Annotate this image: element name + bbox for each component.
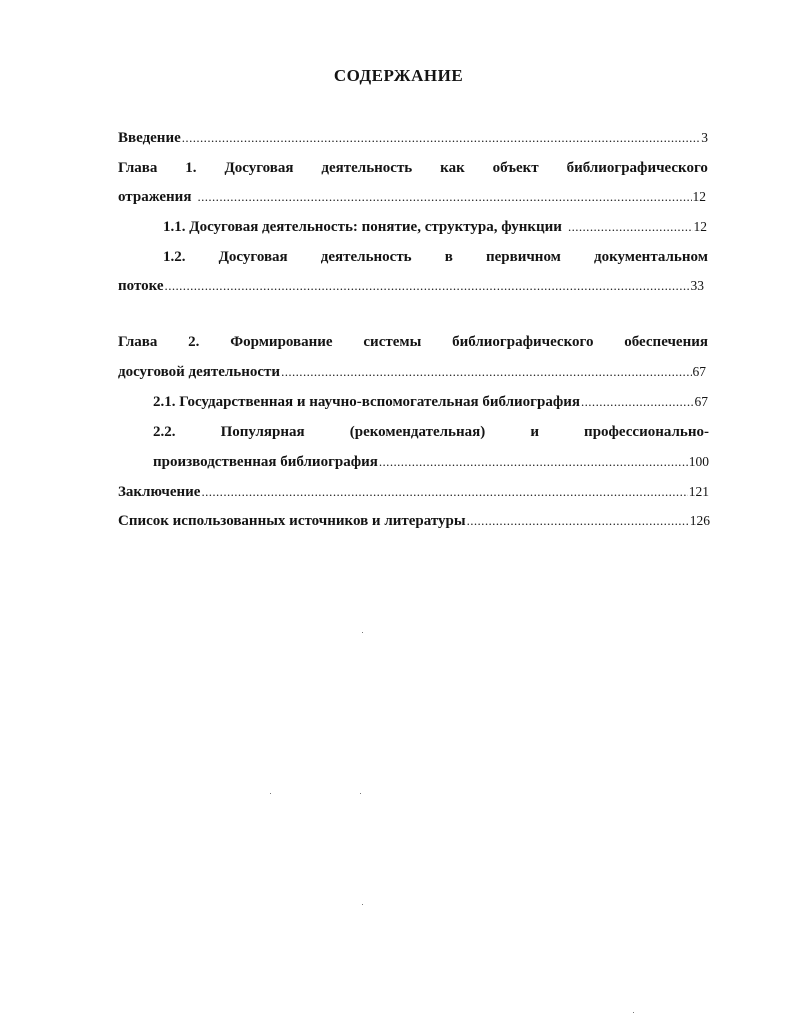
toc-page-number: 12 (692, 189, 706, 204)
scan-speck (633, 1012, 634, 1013)
scan-speck (362, 904, 363, 905)
toc-entry-section-2-2-line2 (153, 452, 709, 472)
dot-leader (379, 452, 688, 472)
toc-entry-chapter2-line1 (118, 332, 708, 352)
scan-speck (360, 793, 361, 794)
toc-word: как (440, 160, 465, 176)
toc-entry-sources (118, 511, 710, 531)
toc-word: обеспечения (624, 334, 708, 350)
toc-word: Досуговая (218, 249, 288, 265)
toc-word: Формирование (230, 334, 333, 350)
toc-entry-section-1-2-line2 (118, 276, 704, 296)
toc-entry-section-2-2-line1 (153, 422, 709, 442)
dot-leader (182, 128, 700, 148)
toc-entry-label: Введение (118, 130, 181, 146)
toc-entry-section-1-1 (163, 217, 707, 237)
toc-word: системы (363, 334, 422, 350)
toc-word: Популярная (220, 424, 305, 440)
toc-entry-label: потоке (118, 278, 164, 294)
toc-entry-label: Список использованных источников и литературы (118, 513, 466, 529)
toc-word: в (444, 249, 453, 265)
dot-leader (201, 482, 687, 502)
toc-page-number: 33 (690, 278, 704, 293)
toc-entry-label: отражения (118, 189, 192, 205)
toc-entry-chapter1-line2 (118, 187, 706, 207)
dot-leader (197, 187, 691, 207)
toc-word: 1. (185, 160, 197, 176)
toc-page-number: 12 (693, 219, 707, 234)
toc-entry-chapter2-line2 (118, 362, 706, 382)
toc-word: и (530, 424, 539, 440)
toc-word: профессионально- (584, 424, 709, 440)
scan-speck (362, 632, 363, 633)
dot-leader (568, 217, 693, 237)
toc-word: деятельность (321, 160, 413, 176)
toc-word: библиографического (452, 334, 594, 350)
toc-entry-label: производственная библиография (153, 454, 378, 470)
toc-entry-section-1-2-line1 (163, 247, 708, 267)
toc-word: объект (492, 160, 539, 176)
toc-entry-section-2-1 (153, 392, 708, 412)
toc-page-number: 126 (689, 513, 710, 528)
toc-word: 2. (188, 334, 200, 350)
toc-entry-label: досуговой деятельности (118, 364, 281, 380)
toc-entry-label: 1.1. Досуговая деятельность: понятие, структура, функции (163, 219, 562, 235)
toc-page-number: 100 (688, 454, 709, 469)
toc-page-number: 67 (692, 364, 706, 379)
toc-word: документальном (593, 249, 708, 265)
scan-speck (270, 793, 271, 794)
toc-page-number: 67 (694, 394, 708, 409)
toc-page-number: 121 (688, 484, 709, 499)
dot-leader (581, 392, 694, 412)
toc-word: деятельность (320, 249, 412, 265)
toc-entry-intro (118, 128, 708, 148)
toc-page-number: 3 (701, 130, 708, 145)
toc-word: библиографического (566, 160, 708, 176)
dot-leader (467, 511, 689, 531)
page-title: СОДЕРЖАНИЕ (333, 66, 464, 85)
toc-word: первичном (485, 249, 561, 265)
dot-leader (165, 276, 690, 296)
toc-entry-chapter1-line1 (118, 158, 708, 178)
dot-leader (281, 362, 691, 382)
toc-word: Досуговая (224, 160, 294, 176)
toc-word: 2.2. (153, 424, 176, 440)
toc-entry-label: 2.1. Государственная и научно-вспомогательная библиография (153, 394, 580, 410)
toc-word: Глава (118, 334, 158, 350)
toc-entry-label: Заключение (118, 484, 201, 500)
toc-word: Глава (118, 160, 158, 176)
toc-entry-conclusion (118, 482, 709, 502)
toc-word: 1.2. (163, 249, 186, 265)
toc-word: (рекомендательная) (349, 424, 486, 440)
